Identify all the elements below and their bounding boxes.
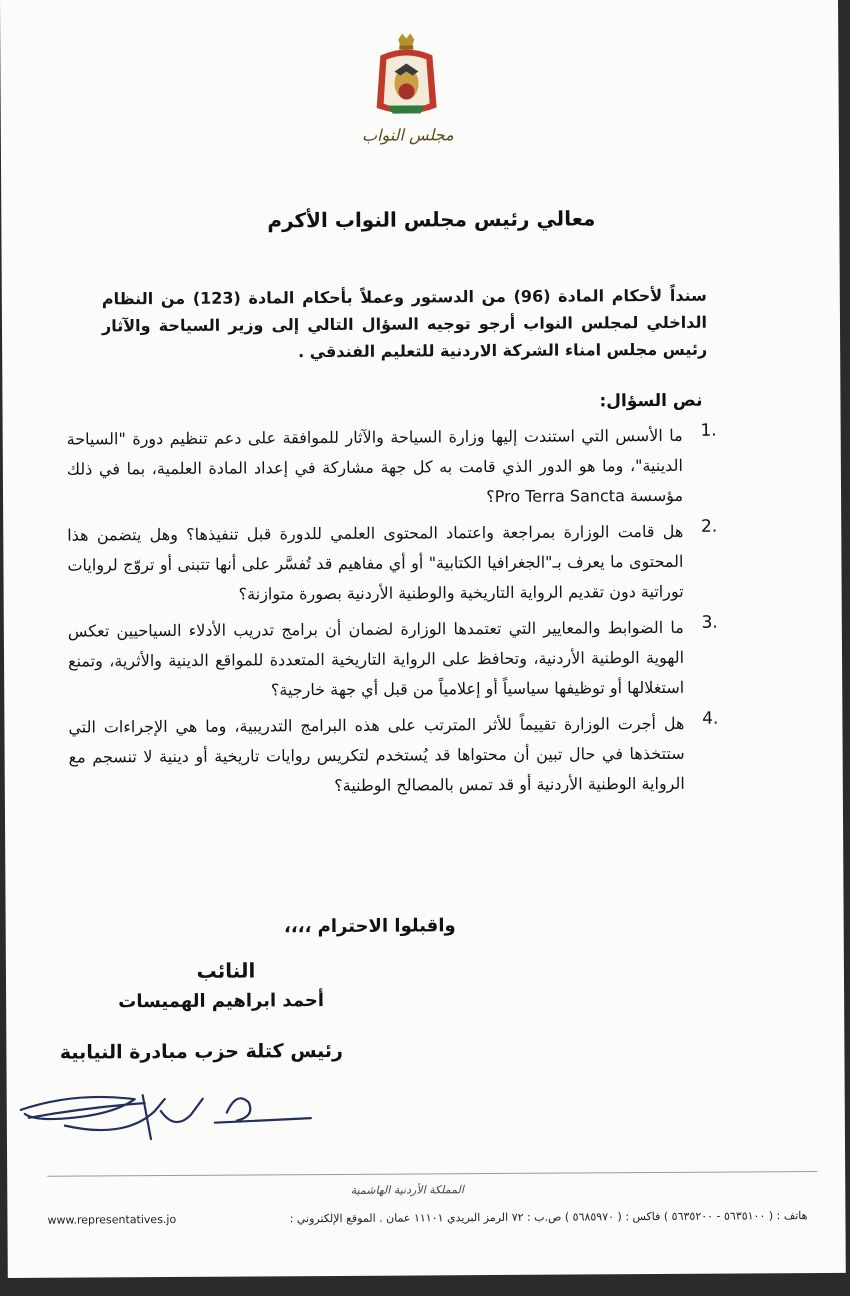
questions-list [67, 421, 719, 809]
question-item [67, 421, 718, 515]
question-text: هل قامت الوزارة بمراجعة واعتماد المحتوى العلمي للدورة قبل تنفيذها؟ وهل يتضمن هذا المحتوى ما يعرف بـ"الجغرافيا الكتابية" أو أي مفاهيم قد تُفسَّر على أنها تتبنى أو تروّج لروايات توراتية دون تقديم الرواية التاريخية والوطنية الأردنية بصورة متوازنة؟ [67, 521, 684, 604]
coat-of-arms-icon [372, 33, 441, 119]
signature-title: النائب [196, 958, 256, 983]
salutation-heading: معالي رئيس مجلس النواب الأكرم [267, 206, 596, 233]
footer-contact-info: هاتف : ( ٥٦٣٥١٠٠ - ٥٦٣٥٢٠٠ ) فاكس : ( ٥٦٨٥٩٧٠ ) ص.ب : ٧٢ الرمز البريدي ١١١٠١ عمان . الموقع الإلكتروني : [289, 1209, 808, 1226]
question-text: ما الأسس التي استندت إليها وزارة السياحة والآثار للموافقة على دعم تنظيم دورة "السياحة الدينية"، وما هو الدور الذي قامت به كل جهة مشاركة في إعداد المادة العلمية، بما في ذلك مؤسسة Pro Terra Sancta؟ [66, 425, 684, 507]
question-number: 4. [702, 708, 719, 729]
closing-line: واقبلوا الاحترام ،،،، [283, 915, 456, 938]
question-item [68, 613, 719, 707]
signature-role: رئيس كتلة حزب مبادرة النيابية [59, 1039, 344, 1064]
question-item [68, 709, 719, 803]
signature-name: أحمد ابراهيم الهميسات [118, 990, 325, 1013]
question-number: 2. [700, 516, 718, 537]
footer-website: www.representatives.jo [47, 1212, 177, 1227]
question-number: 3. [701, 612, 718, 633]
question-item [67, 517, 718, 611]
council-calligraphy: مجلس النواب [361, 125, 454, 145]
question-text: ما الضوابط والمعايير التي تعتمدها الوزارة لضمان أن برامج تدريب الأدلاء السياحيين تعكس الهوية الوطنية الأردنية، وتحافظ على الرواية التاريخية المتعددة للمواقع الدينية والأثرية، وتمنع استغلالها أو توظيفها سياسياً أو إعلامياً من قبل أي جهة خارجية؟ [67, 617, 685, 700]
footer-divider [47, 1171, 817, 1177]
handwritten-signature [15, 1068, 315, 1150]
question-text: هل أجرت الوزارة تقييماً للأثر المترتب على هذه البرامج التدريبية، وما هي الإجراءات التي ستتخذها في حال تبين أن محتواها قد يُستخدم لتكريس روايات تاريخية أو دينية لا تنسجم مع الرواية الوطنية الأردنية أو قد تمس بالمصالح الوطنية؟ [68, 713, 685, 795]
question-number: 1. [700, 420, 717, 441]
question-heading: نص السؤال: [599, 390, 703, 412]
intro-paragraph: سنداً لأحكام المادة (96) من الدستور وعملاً بأحكام المادة (123) من النظام الداخلي لمجلس النواب أرجو توجيه السؤال التالي إلى وزير السياحة والآثار رئيس مجلس امناء الشركة الاردنية للتعليم الفندقي . [101, 285, 708, 362]
footer-kingdom-calligraphy: المملكة الأردنية الهاشمية [350, 1183, 464, 1197]
